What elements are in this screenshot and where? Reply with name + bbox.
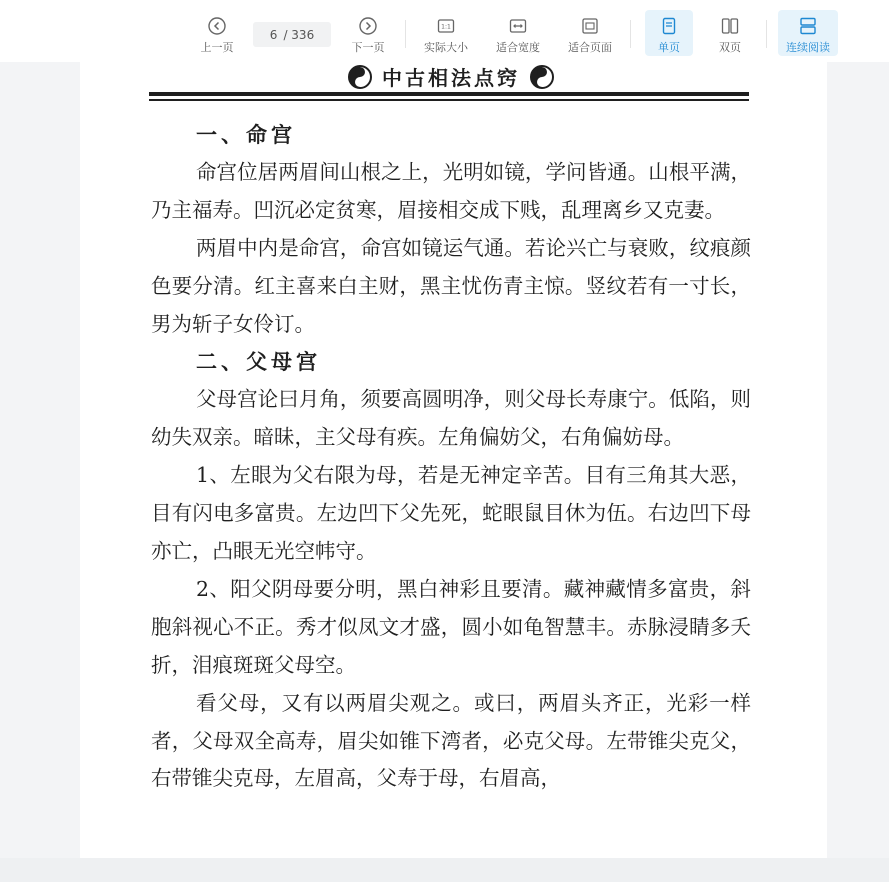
section-heading: 二、父母宫 xyxy=(196,349,321,375)
page-body xyxy=(151,116,751,798)
double-page-icon xyxy=(720,16,740,36)
paragraph: 两眉中内是命宫，命宫如镜运气通。若论兴亡与衰败，纹痕颜色要分清。红主喜来白主财，黑主忧伤青主惊。竖纹若有一寸长，男为斩子女伶订。 xyxy=(151,235,751,336)
total-pages-value: / 336 xyxy=(283,27,315,42)
actual-size-icon xyxy=(436,16,456,36)
paragraph: 父母宫论曰月角，须要高圆明净，则父母长寿康宁。低陷，则幼失双亲。暗昧，主父母有疾。左角偏妨父，右角偏妨母。 xyxy=(151,387,751,450)
section-heading: 一、命宫 xyxy=(196,122,296,147)
fit-page-button[interactable] xyxy=(562,10,618,56)
actual-size-label: 实际大小 xyxy=(424,41,468,54)
header-rule-thin xyxy=(149,99,749,101)
toolbar-divider xyxy=(405,20,406,48)
single-page-button[interactable] xyxy=(645,10,693,56)
paragraph: 看父母，又有以两眉尖观之。或曰，两眉头齐正，光彩一样者，父母双全高寿，眉尖如锥下湾者，必克父母。左带锥尖克父，右带锥尖克母，左眉高，父寿于母，右眉高， xyxy=(151,690,751,791)
chevron-right-circle-icon xyxy=(358,16,378,36)
fit-page-icon xyxy=(580,16,600,36)
page-content xyxy=(149,62,753,791)
prev-page-label: 上一页 xyxy=(200,41,234,54)
toolbar-divider xyxy=(630,20,631,48)
next-page-label: 下一页 xyxy=(351,41,385,54)
prev-page-button[interactable] xyxy=(195,10,239,56)
current-page-value: 6 xyxy=(269,27,278,42)
svg-text:1:1: 1:1 xyxy=(441,23,451,31)
document-page xyxy=(80,62,827,858)
header-rule-thick xyxy=(149,92,749,96)
fit-width-label: 适合宽度 xyxy=(496,41,540,54)
continuous-reading-button[interactable] xyxy=(778,10,838,56)
next-page-button[interactable] xyxy=(346,10,390,56)
paragraph: 命宫位居两眉间山根之上，光明如镜，学问皆通。山根平满，乃主福寿。凹沉必定贫寒，眉接相交成下贱，乱理离乡又克妻。 xyxy=(151,159,751,222)
fit-page-label: 适合页面 xyxy=(568,41,612,54)
single-page-icon xyxy=(659,16,679,36)
actual-size-button[interactable] xyxy=(418,10,474,56)
paragraph: 2、阳父阴母要分明，黑白神彩且要清。藏神藏情多富贵，斜胞斜视心不正。秀才似凤文才盛，圆小如龟智慧丰。赤脉浸睛多夭折，泪痕斑斑父母空。 xyxy=(151,576,751,677)
yin-yang-icon xyxy=(348,65,372,89)
chevron-left-circle-icon xyxy=(207,16,227,36)
yin-yang-icon xyxy=(530,65,554,89)
bottom-scroll-area xyxy=(0,858,889,882)
paragraph: 1、左眼为父右限为母，若是无神定辛苦。目有三角其大恶，目有闪电多富贵。左边凹下父先死，蛇眼鼠目休为伍。右边凹下母亦亡，凸眼无光空帏守。 xyxy=(151,463,751,563)
single-page-label: 单页 xyxy=(658,41,680,54)
fit-width-icon xyxy=(508,16,528,36)
double-page-label: 双页 xyxy=(719,41,741,54)
page-header xyxy=(149,62,753,92)
reader-toolbar xyxy=(0,0,889,62)
fit-width-button[interactable] xyxy=(490,10,546,56)
continuous-reading-icon xyxy=(798,16,818,36)
page-number-field[interactable] xyxy=(253,22,331,47)
double-page-button[interactable] xyxy=(706,10,754,56)
header-title: 中古相法点窍 xyxy=(382,66,520,90)
toolbar-divider xyxy=(766,20,767,48)
continuous-reading-label: 连续阅读 xyxy=(786,41,830,54)
